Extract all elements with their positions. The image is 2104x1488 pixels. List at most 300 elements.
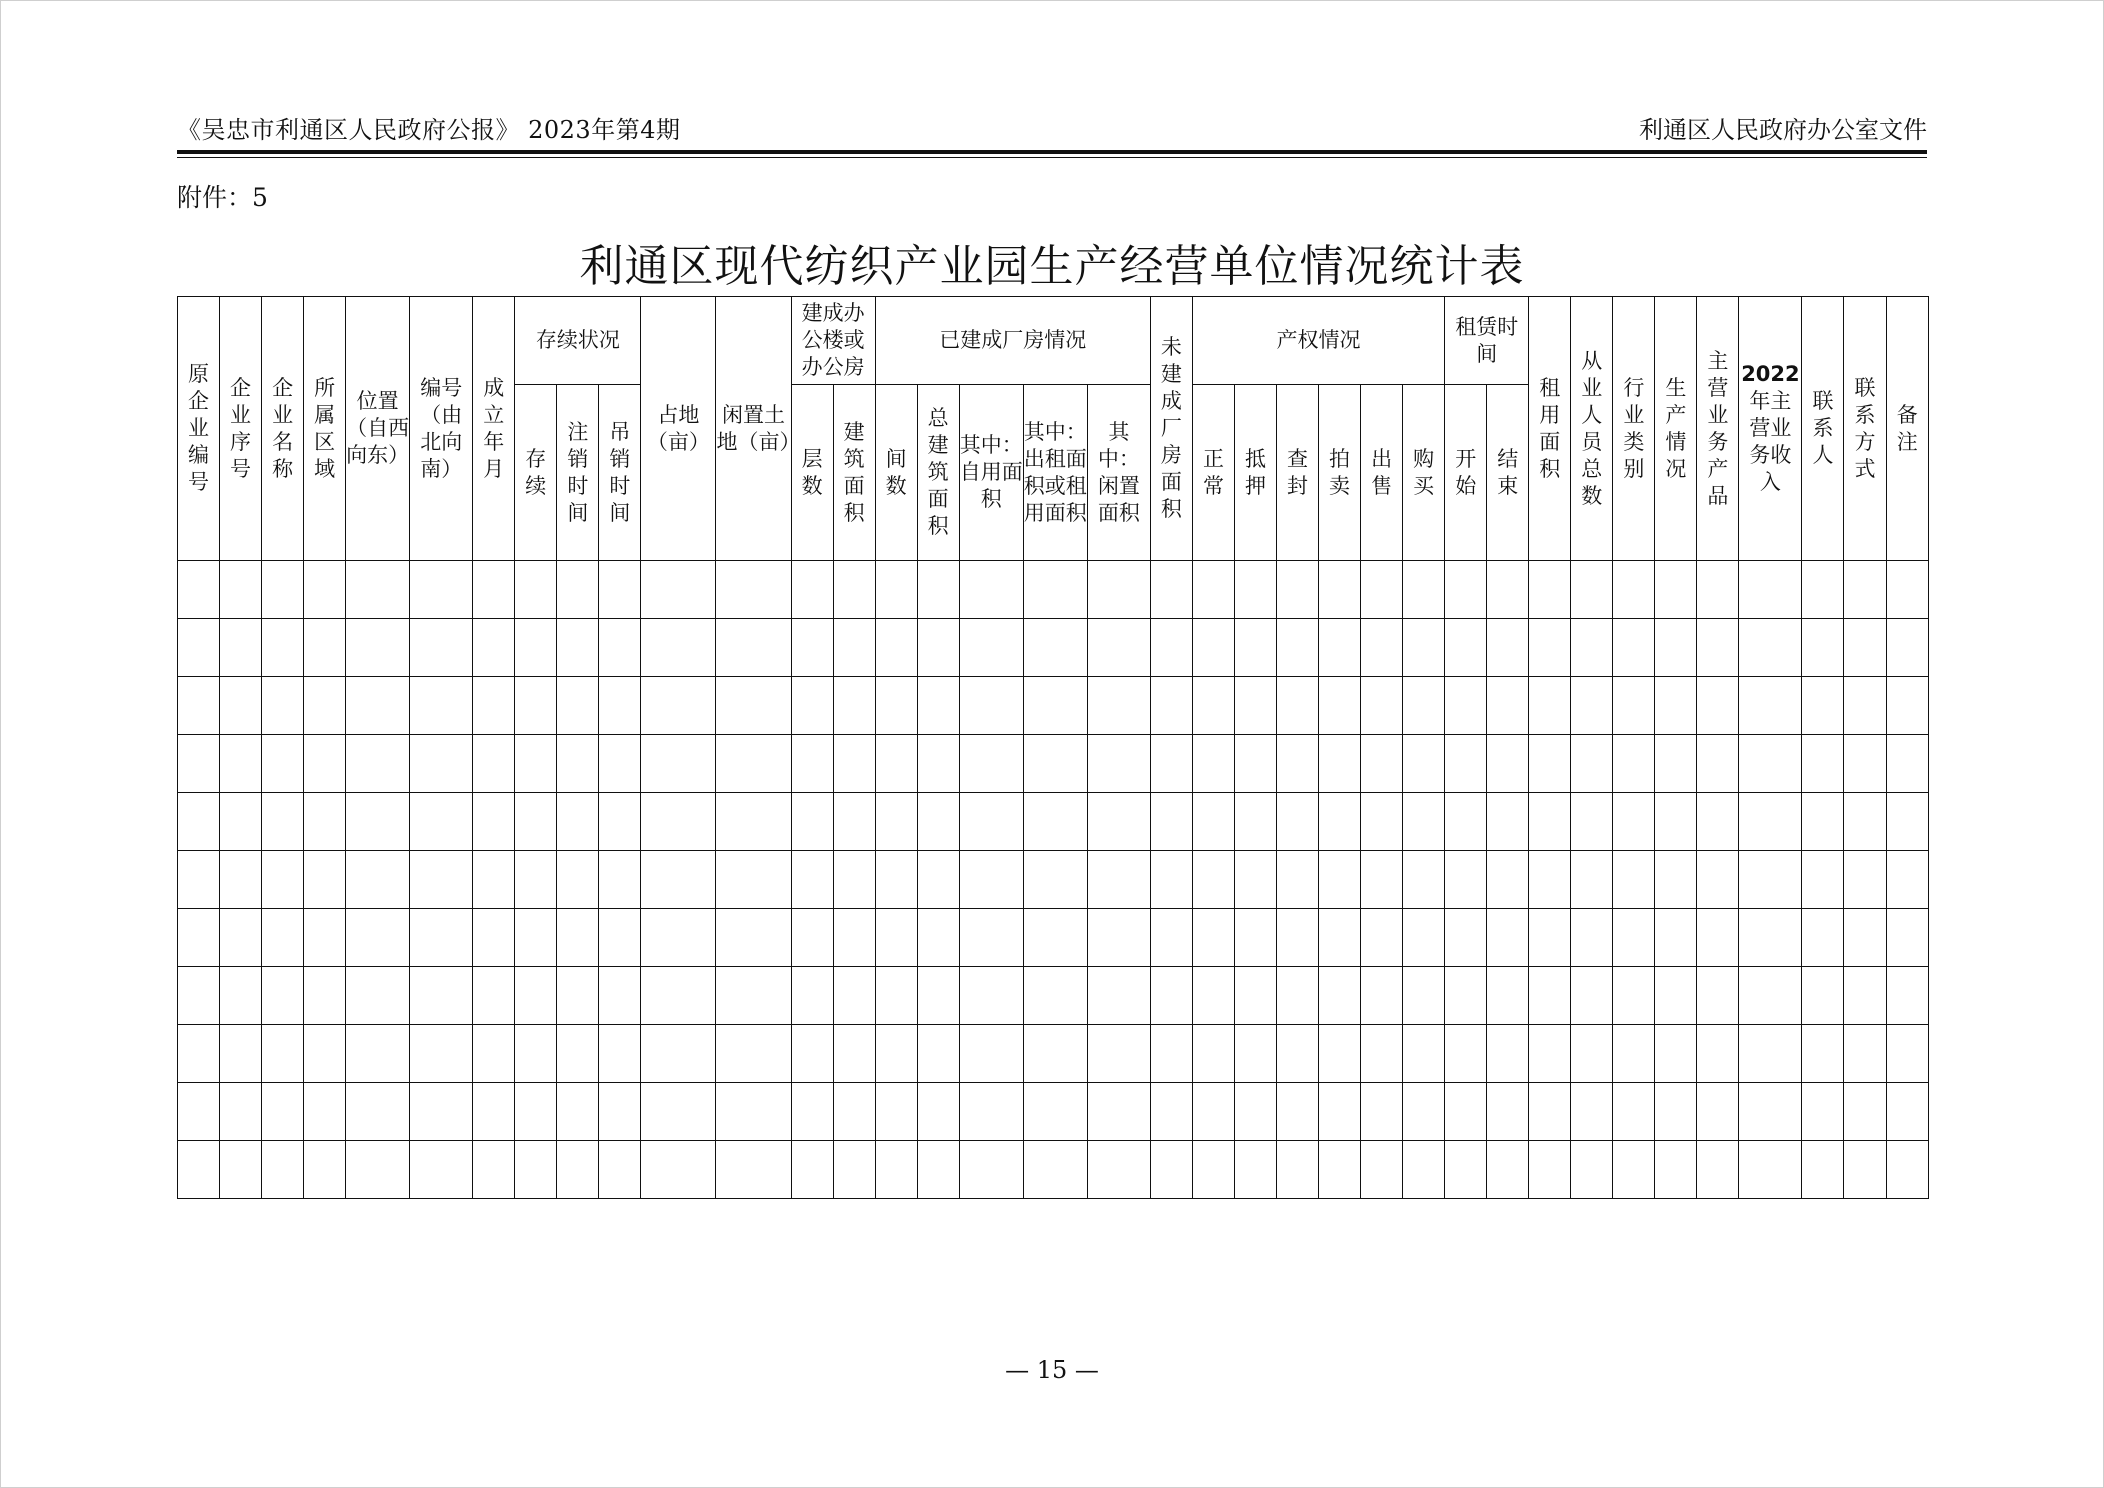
table-cell	[1802, 1083, 1844, 1141]
table-cell	[410, 619, 473, 677]
table-cell	[1844, 677, 1886, 735]
table-cell	[220, 619, 262, 677]
col-lease-end: 结束	[1487, 385, 1529, 561]
table-cell	[641, 1025, 716, 1083]
table-cell	[1234, 967, 1276, 1025]
table-cell	[833, 1025, 875, 1083]
table-cell	[599, 851, 641, 909]
table-cell	[262, 1083, 304, 1141]
table-cell	[1697, 967, 1739, 1025]
table-cell	[1192, 677, 1234, 735]
table-cell	[557, 851, 599, 909]
col-land-area: 占地（亩）	[641, 297, 716, 561]
table-row	[178, 619, 1929, 677]
col-rented-area: 其中：出租面积或租用面积	[1023, 385, 1087, 561]
table-cell	[220, 561, 262, 619]
table-cell	[515, 967, 557, 1025]
table-cell	[1487, 909, 1529, 967]
table-cell	[791, 1025, 833, 1083]
table-cell	[641, 735, 716, 793]
col-industry: 行业类别	[1613, 297, 1655, 561]
table-cell	[875, 909, 917, 967]
col-revoke-time: 吊销时间	[599, 385, 641, 561]
table-cell	[1403, 619, 1445, 677]
table-body	[178, 561, 1929, 1199]
table-cell	[875, 619, 917, 677]
col-founded: 成立年月	[473, 297, 515, 561]
table-cell	[1361, 561, 1403, 619]
table-cell	[1487, 967, 1529, 1025]
table-cell	[791, 967, 833, 1025]
table-cell	[346, 735, 410, 793]
table-cell	[557, 909, 599, 967]
table-cell	[410, 677, 473, 735]
table-cell	[1739, 619, 1802, 677]
table-cell	[917, 793, 959, 851]
col-contact: 联系人	[1802, 297, 1844, 561]
table-cell	[1150, 967, 1192, 1025]
table-cell	[917, 909, 959, 967]
table-cell	[262, 619, 304, 677]
table-cell	[1403, 909, 1445, 967]
table-cell	[1802, 851, 1844, 909]
table-cell	[1571, 851, 1613, 909]
group-office-building: 建成办公楼或办公房	[791, 297, 875, 385]
table-cell	[1023, 909, 1087, 967]
table-cell	[178, 1083, 220, 1141]
table-cell	[1023, 1083, 1087, 1141]
table-row	[178, 851, 1929, 909]
table-cell	[1087, 1083, 1150, 1141]
table-cell	[1487, 619, 1529, 677]
col-idle-area: 其中：闲置面积	[1087, 385, 1150, 561]
table-cell	[1361, 851, 1403, 909]
table-cell	[1886, 1025, 1928, 1083]
table-cell	[1613, 619, 1655, 677]
table-cell	[1234, 793, 1276, 851]
table-cell	[410, 561, 473, 619]
table-cell	[1739, 735, 1802, 793]
table-cell	[1802, 561, 1844, 619]
table-cell	[716, 851, 791, 909]
table-cell	[473, 1025, 515, 1083]
table-cell	[1697, 793, 1739, 851]
table-cell	[1802, 735, 1844, 793]
table-cell	[346, 793, 410, 851]
table-cell	[959, 967, 1023, 1025]
table-cell	[641, 909, 716, 967]
table-cell	[220, 735, 262, 793]
col-cancel-time: 注销时间	[557, 385, 599, 561]
table-cell	[1150, 909, 1192, 967]
table-cell	[1361, 1025, 1403, 1083]
table-cell	[791, 619, 833, 677]
table-cell	[515, 1141, 557, 1199]
table-cell	[1319, 909, 1361, 967]
table-cell	[1023, 619, 1087, 677]
table-cell	[1150, 1141, 1192, 1199]
table-cell	[1445, 967, 1487, 1025]
table-cell	[346, 967, 410, 1025]
table-cell	[1192, 735, 1234, 793]
table-cell	[178, 1025, 220, 1083]
col-original-id: 原企业编号	[178, 297, 220, 561]
table-cell	[178, 793, 220, 851]
table-cell	[1739, 1141, 1802, 1199]
table-row	[178, 793, 1929, 851]
table-cell	[262, 561, 304, 619]
table-cell	[515, 1083, 557, 1141]
revenue-label: 年主营业务收入	[1749, 389, 1792, 494]
table-cell	[557, 735, 599, 793]
table-cell	[1445, 1025, 1487, 1083]
table-cell	[791, 851, 833, 909]
table-cell	[1192, 1141, 1234, 1199]
table-cell	[1886, 735, 1928, 793]
table-cell	[1023, 677, 1087, 735]
table-cell	[1276, 793, 1318, 851]
table-cell	[1403, 1083, 1445, 1141]
table-cell	[1023, 735, 1087, 793]
table-row	[178, 909, 1929, 967]
table-cell	[1023, 851, 1087, 909]
table-cell	[875, 851, 917, 909]
table-cell	[346, 561, 410, 619]
table-cell	[515, 793, 557, 851]
table-cell	[473, 851, 515, 909]
table-cell	[1087, 735, 1150, 793]
table-cell	[917, 967, 959, 1025]
table-cell	[1655, 1141, 1697, 1199]
table-cell	[1487, 851, 1529, 909]
table-cell	[875, 1083, 917, 1141]
table-cell	[1802, 909, 1844, 967]
table-cell	[833, 851, 875, 909]
table-cell	[515, 851, 557, 909]
table-cell	[1319, 561, 1361, 619]
table-cell	[557, 967, 599, 1025]
table-cell	[917, 677, 959, 735]
table-cell	[791, 909, 833, 967]
table-cell	[917, 851, 959, 909]
table-cell	[1192, 619, 1234, 677]
table-cell	[178, 735, 220, 793]
table-cell	[1886, 677, 1928, 735]
table-cell	[791, 1141, 833, 1199]
table-cell	[1276, 1141, 1318, 1199]
table-cell	[1844, 1083, 1886, 1141]
table-cell	[1319, 1141, 1361, 1199]
table-row	[178, 735, 1929, 793]
table-cell	[1697, 1083, 1739, 1141]
table-cell	[346, 1083, 410, 1141]
group-lease-time: 租赁时间	[1445, 297, 1529, 385]
table-cell	[1655, 909, 1697, 967]
table-cell	[599, 793, 641, 851]
table-cell	[1361, 793, 1403, 851]
table-cell	[1844, 1141, 1886, 1199]
gazette-header: 《吴忠市利通区人民政府公报》 2023年第4期	[177, 116, 681, 144]
table-cell	[716, 735, 791, 793]
table-cell	[1087, 793, 1150, 851]
table-cell	[1802, 967, 1844, 1025]
table-cell	[1697, 735, 1739, 793]
table-cell	[959, 1083, 1023, 1141]
table-cell	[1276, 677, 1318, 735]
col-main-products: 主营业务产品	[1697, 297, 1739, 561]
table-cell	[791, 1083, 833, 1141]
table-cell	[1529, 851, 1571, 909]
table-cell	[178, 677, 220, 735]
table-cell	[1697, 909, 1739, 967]
table-cell	[1276, 851, 1318, 909]
table-cell	[1739, 1025, 1802, 1083]
col-office-area: 建筑面积	[833, 385, 875, 561]
table-cell	[1445, 677, 1487, 735]
table-cell	[304, 735, 346, 793]
table-row	[178, 967, 1929, 1025]
col-region: 所属区域	[304, 297, 346, 561]
table-cell	[1403, 967, 1445, 1025]
table-cell	[220, 1141, 262, 1199]
table-cell	[641, 1141, 716, 1199]
table-cell	[262, 677, 304, 735]
table-cell	[1886, 619, 1928, 677]
table-cell	[1192, 967, 1234, 1025]
table-cell	[473, 735, 515, 793]
table-cell	[178, 967, 220, 1025]
table-cell	[1529, 793, 1571, 851]
table-cell	[1150, 1083, 1192, 1141]
table-cell	[1529, 561, 1571, 619]
table-cell	[1276, 619, 1318, 677]
col-serial: 企业序号	[220, 297, 262, 561]
table-cell	[1739, 677, 1802, 735]
table-cell	[410, 735, 473, 793]
table-cell	[1445, 793, 1487, 851]
table-cell	[1886, 1083, 1928, 1141]
table-cell	[641, 561, 716, 619]
table-cell	[410, 793, 473, 851]
table-cell	[1655, 561, 1697, 619]
table-cell	[833, 1141, 875, 1199]
table-cell	[557, 619, 599, 677]
table-cell	[641, 677, 716, 735]
table-cell	[1087, 561, 1150, 619]
table-cell	[178, 851, 220, 909]
table-cell	[1487, 1025, 1529, 1083]
table-cell	[1361, 909, 1403, 967]
table-cell	[262, 1141, 304, 1199]
col-units: 间数	[875, 385, 917, 561]
table-cell	[1403, 1141, 1445, 1199]
table-cell	[1319, 735, 1361, 793]
table-cell	[1150, 619, 1192, 677]
table-cell	[1613, 967, 1655, 1025]
col-total-area: 总建筑面积	[917, 385, 959, 561]
col-survival: 存续	[515, 385, 557, 561]
table-cell	[599, 909, 641, 967]
table-cell	[875, 1025, 917, 1083]
table-cell	[875, 967, 917, 1025]
table-cell	[1571, 793, 1613, 851]
col-sold: 出售	[1361, 385, 1403, 561]
table-cell	[410, 851, 473, 909]
group-factory: 已建成厂房情况	[875, 297, 1150, 385]
table-cell	[1487, 1141, 1529, 1199]
table-cell	[1319, 851, 1361, 909]
table-cell	[1613, 851, 1655, 909]
table-cell	[220, 677, 262, 735]
table-cell	[1403, 735, 1445, 793]
table-cell	[304, 1025, 346, 1083]
table-cell	[1319, 967, 1361, 1025]
table-cell	[1023, 1025, 1087, 1083]
table-cell	[1844, 1025, 1886, 1083]
table-cell	[1571, 1141, 1613, 1199]
table-cell	[1655, 619, 1697, 677]
table-cell	[1087, 909, 1150, 967]
table-cell	[1361, 1141, 1403, 1199]
col-remarks: 备注	[1886, 297, 1928, 561]
table-cell	[1697, 677, 1739, 735]
col-contact-method: 联系方式	[1844, 297, 1886, 561]
table-cell	[1192, 1025, 1234, 1083]
table-cell	[716, 1083, 791, 1141]
table-cell	[1023, 561, 1087, 619]
table-cell	[1529, 967, 1571, 1025]
table-cell	[833, 735, 875, 793]
table-cell	[1487, 735, 1529, 793]
table-cell	[959, 561, 1023, 619]
table-cell	[1403, 561, 1445, 619]
table-cell	[1655, 735, 1697, 793]
table-cell	[1403, 851, 1445, 909]
table-cell	[959, 1025, 1023, 1083]
table-cell	[1487, 793, 1529, 851]
attachment-label: 附件：5	[177, 183, 268, 212]
table-cell	[557, 677, 599, 735]
table-cell	[833, 619, 875, 677]
table-cell	[599, 561, 641, 619]
table-cell	[875, 561, 917, 619]
col-lease-area: 租用面积	[1529, 297, 1571, 561]
table-cell	[473, 909, 515, 967]
table-cell	[1487, 1083, 1529, 1141]
revenue-year: 2022	[1741, 362, 1800, 386]
table-cell	[917, 561, 959, 619]
header-row-top	[178, 297, 1929, 385]
table-cell	[304, 851, 346, 909]
table-cell	[1276, 735, 1318, 793]
table-cell	[917, 1141, 959, 1199]
table-cell	[1613, 561, 1655, 619]
table-cell	[1571, 735, 1613, 793]
table-cell	[1886, 851, 1928, 909]
table-cell	[1802, 1025, 1844, 1083]
table-cell	[262, 793, 304, 851]
table-cell	[1276, 1083, 1318, 1141]
table-cell	[875, 735, 917, 793]
table-cell	[1697, 619, 1739, 677]
table-cell	[959, 1141, 1023, 1199]
issuer-header: 利通区人民政府办公室文件	[1639, 116, 1927, 144]
table-cell	[304, 677, 346, 735]
statistics-table	[177, 296, 1929, 1199]
table-cell	[1802, 793, 1844, 851]
table-cell	[304, 967, 346, 1025]
table-cell	[1192, 909, 1234, 967]
page-number: — 15 —	[1005, 1356, 1099, 1384]
table-cell	[1150, 677, 1192, 735]
table-cell	[1445, 619, 1487, 677]
table-cell	[1739, 851, 1802, 909]
table-cell	[917, 1025, 959, 1083]
table-cell	[178, 909, 220, 967]
col-revenue	[1739, 297, 1802, 561]
table-cell	[917, 619, 959, 677]
table-cell	[917, 1083, 959, 1141]
table-cell	[473, 561, 515, 619]
table-cell	[304, 1141, 346, 1199]
table-cell	[1361, 677, 1403, 735]
table-cell	[1445, 1083, 1487, 1141]
table-cell	[473, 793, 515, 851]
table-cell	[833, 677, 875, 735]
table-cell	[304, 793, 346, 851]
table-cell	[959, 619, 1023, 677]
table-cell	[875, 793, 917, 851]
table-cell	[1361, 735, 1403, 793]
col-company-name: 企业名称	[262, 297, 304, 561]
table-cell	[473, 677, 515, 735]
table-cell	[1655, 793, 1697, 851]
table-cell	[1655, 967, 1697, 1025]
col-idle-land: 闲置土地（亩）	[716, 297, 791, 561]
table-cell	[1613, 793, 1655, 851]
table-cell	[1023, 793, 1087, 851]
col-position: 位置（自西向东）	[346, 297, 410, 561]
table-cell	[1613, 1083, 1655, 1141]
table-cell	[917, 735, 959, 793]
table-cell	[716, 909, 791, 967]
table-cell	[1023, 1141, 1087, 1199]
table-title: 利通区现代纺织产业园生产经营单位情况统计表	[579, 241, 1525, 292]
table-cell	[641, 793, 716, 851]
col-lease-start: 开始	[1445, 385, 1487, 561]
table-cell	[1192, 1083, 1234, 1141]
table-cell	[599, 735, 641, 793]
table-cell	[1445, 851, 1487, 909]
table-cell	[262, 1025, 304, 1083]
table-cell	[1529, 1025, 1571, 1083]
table-cell	[1319, 793, 1361, 851]
table-cell	[1361, 1083, 1403, 1141]
table-cell	[1192, 561, 1234, 619]
table-cell	[599, 1141, 641, 1199]
table-cell	[1655, 1083, 1697, 1141]
table-cell	[833, 793, 875, 851]
table-row	[178, 561, 1929, 619]
table-cell	[410, 1025, 473, 1083]
table-row	[178, 1083, 1929, 1141]
table-cell	[1739, 967, 1802, 1025]
col-unbuilt-area: 未建成厂房面积	[1150, 297, 1192, 561]
table-cell	[599, 619, 641, 677]
header-rule-thick	[177, 150, 1927, 154]
table-cell	[346, 1141, 410, 1199]
table-cell	[1886, 967, 1928, 1025]
